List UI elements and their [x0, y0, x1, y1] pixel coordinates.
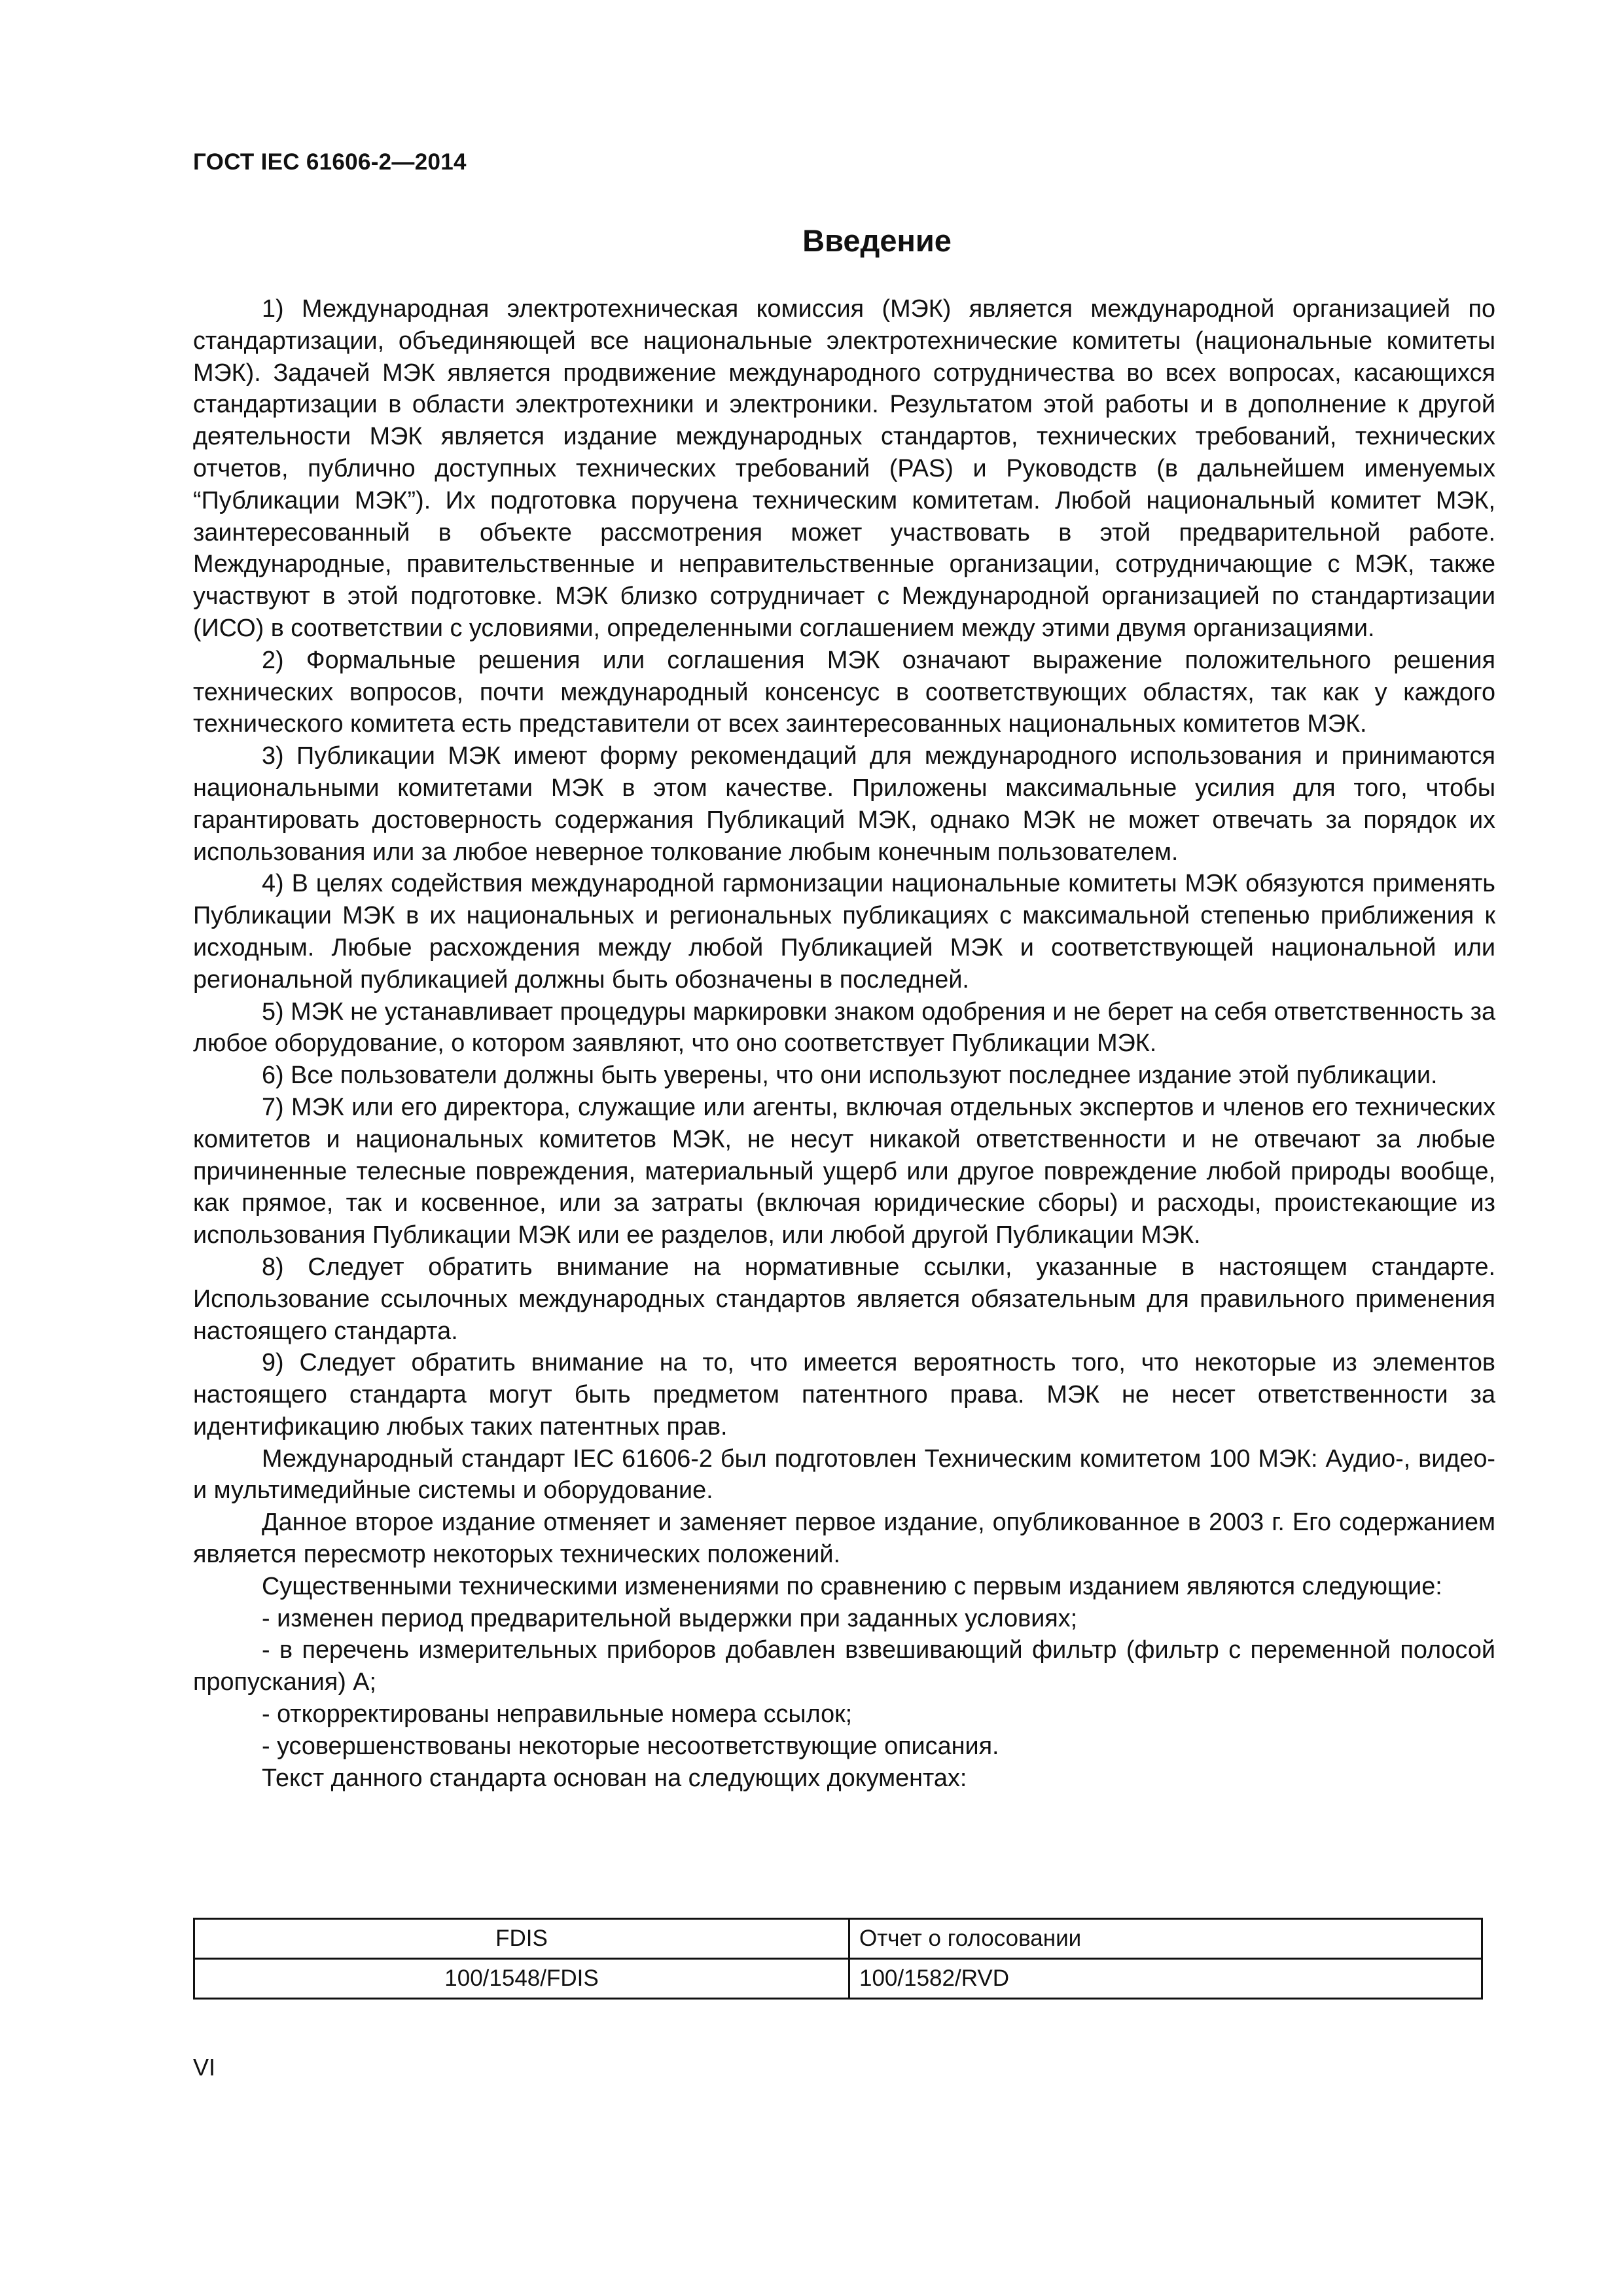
- section-title: Введение: [802, 223, 952, 258]
- list-item: - усовершенствованы некоторые несоответствующие описания.: [262, 1732, 999, 1760]
- paragraph: 5) МЭК не устанавливает процедуры маркировки знаком одобрения и не берет на себя ответственность за любое оборудование, о котором заявляют, что оно соответствует Публикации МЭК.: [193, 997, 1495, 1058]
- table-cell: 100/1582/RVD: [849, 1959, 1482, 1999]
- paragraph: Международный стандарт IEC 61606-2 был подготовлен Техническим комитетом 100 МЭК: Аудио-, видео- и мультимедийные системы и оборудование.: [193, 1444, 1495, 1505]
- table-header-cell: Отчет о голосовании: [849, 1919, 1482, 1959]
- paragraph: 3) Публикации МЭК имеют форму рекомендаций для международного использования и принимаются национальными комитетами МЭК в этом качестве. Приложены максимальные усилия для того, чтобы гарантировать достоверность содержания Публикаций МЭК, однако МЭК не может отвечать за порядок их использования или за любое неверное толкование любым конечным пользователем.: [193, 742, 1495, 866]
- introduction-body: [193, 293, 1495, 1794]
- paragraph: 9) Следует обратить внимание на то, что имеется вероятность того, что некоторые из элементов настоящего стандарта могут быть предметом патентного права. МЭК не несет ответственности за идентификацию любых таких патентных прав.: [193, 1349, 1495, 1441]
- list-item: - в перечень измерительных приборов добавлен взвешивающий фильтр (фильтр с переменной полосой пропускания) А;: [193, 1636, 1495, 1696]
- table-cell: 100/1548/FDIS: [194, 1959, 849, 1999]
- page-number: VI: [193, 2054, 216, 2081]
- table-header-row: [194, 1919, 1482, 1959]
- paragraph: 4) В целях содействия международной гармонизации национальные комитеты МЭК обязуются применять Публикации МЭК в их национальных и региональных публикациях с максимальной степенью приближения к исходным. Любые расхождения между любой Публикацией МЭК и соответствующей национальной или региональной публикацией должны быть обозначены в последней.: [193, 870, 1495, 994]
- list-item: - изменен период предварительной выдержки при заданных условиях;: [262, 1604, 1078, 1632]
- paragraph: Данное второе издание отменяет и заменяет первое издание, опубликованное в 2003 г. Его содержанием является пересмотр некоторых технических положений.: [193, 1509, 1495, 1569]
- document-code: ГОСТ IEC 61606-2—2014: [193, 149, 467, 175]
- documents-table: [193, 1918, 1483, 2000]
- paragraph: 6) Все пользователи должны быть уверены, что они используют последнее издание этой публикации.: [262, 1062, 1438, 1090]
- table-header-cell: FDIS: [194, 1919, 849, 1959]
- paragraph: 8) Следует обратить внимание на нормативные ссылки, указанные в настоящем стандарте. Использование ссылочных международных стандартов является обязательным для правильного применения настоящего стандарта.: [193, 1253, 1495, 1345]
- table-row: [194, 1959, 1482, 1999]
- paragraph: Существенными техническими изменениями по сравнению с первым изданием являются следующие:: [262, 1572, 1442, 1600]
- paragraph: 7) МЭК или его директора, служащие или агенты, включая отдельных экспертов и членов его технических комитетов и национальных комитетов МЭК, не несут никакой ответственности и не отвечают за любые причиненные телесные повреждения, материальный ущерб или другое повреждение любой природы вообще, как прямое, так и косвенное, или за затраты (включая юридические сборы) и расходы, проистекающие из использования Публикации МЭК или ее разделов, или любой другой Публикации МЭК.: [193, 1093, 1495, 1249]
- paragraph: Текст данного стандарта основан на следующих документах:: [262, 1764, 967, 1792]
- paragraph: 1) Международная электротехническая комиссия (МЭК) является международной организацией по стандартизации, объединяющей все национальные электротехнические комитеты (национальные комитеты МЭК). Задачей МЭК является продвижение международного сотрудничества во всех вопросах, касающихся стандартизации в области электротехники и электроники. Результатом этой работы и в дополнение к другой деятельности МЭК является издание международных стандартов, технических требований, технических отчетов, публично доступных технических требований (PAS) и Руководств (в дальнейшем именуемых “Публикации МЭК”). Их подготовка поручена техническим комитетам. Любой национальный комитет МЭК, заинтересованный в объекте рассмотрения может участвовать в этой предварительной работе. Международные, правительственные и неправительственные организации, сотрудничающие с МЭК, также участвуют в этой подготовке. МЭК близко сотрудничает с Международной организацией по стандартизации (ИСО) в соответствии с условиями, определенными соглашением между этими двумя организациями.: [193, 295, 1495, 642]
- list-item: - откорректированы неправильные номера ссылок;: [262, 1700, 853, 1729]
- paragraph: 2) Формальные решения или соглашения МЭК означают выражение положительного решения технических вопросов, почти международный консенсус в соответствующих областях, так как у каждого технического комитета есть представители от всех заинтересованных национальных комитетов МЭК.: [193, 646, 1495, 738]
